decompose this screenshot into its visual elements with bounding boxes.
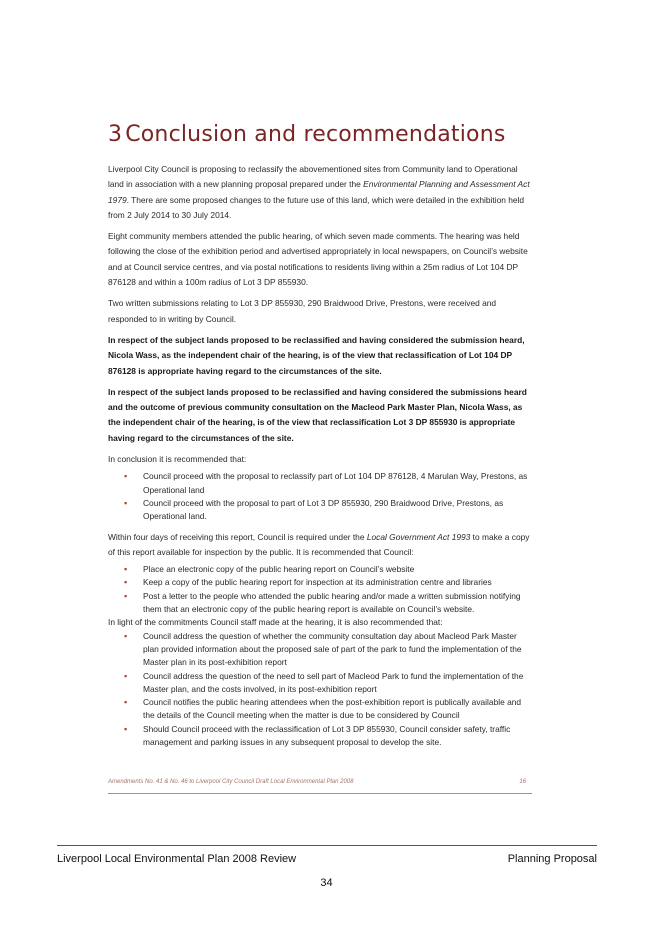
bullet-icon: ▪ <box>124 497 128 508</box>
list-item: ▪ Council address the question of whether the community consultation day about Macleod Park Master plan provided information about the proposed sale of part of the park to fund the implementation of the Master plan in its post-exhibition report <box>124 630 522 668</box>
commitments-list <box>108 630 532 750</box>
intro-text-end: . There are some proposed changes to the future use of this land, which were detailed in the exhibition held from 2 July 2014 to 30 July 2014. <box>108 194 525 220</box>
council-actions-list <box>108 563 532 616</box>
recommendation-list <box>108 470 532 523</box>
act-name: Environmental Planning and Assessment Act 1979 <box>108 179 530 205</box>
section-number: 3 <box>108 122 123 147</box>
bullet-icon: ▪ <box>124 471 128 482</box>
list-item: ▪ Council proceed with the proposal to reclassify part of Lot 104 DP 876128, 4 Marulan Way, Prestons, as Operational land <box>124 471 528 495</box>
section-title: Conclusion and recommendations <box>125 122 506 147</box>
embedded-footer-title: Amendments No. 41 & No. 46 to Liverpool City Council Draft Local Environmental Plan 2008 <box>108 779 354 785</box>
page-number: 34 <box>320 877 333 889</box>
list-item: ▪ Council notifies the public hearing attendees when the post-exhibition report is publically available and the details of the Council meeting when the matter is due to be considered by Council <box>124 697 522 721</box>
bullet-icon: ▪ <box>124 723 128 734</box>
intro-paragraph <box>108 162 532 223</box>
footer-document-type: Planning Proposal <box>507 853 597 865</box>
submissions-paragraph: Two written submissions relating to Lot 3 DP 855930, 290 Braidwood Drive, Prestons, were received and responded to in writing by Council. <box>108 298 497 324</box>
bullet-icon: ▪ <box>124 590 128 601</box>
bullet-icon: ▪ <box>124 630 128 641</box>
view-lot3-paragraph: In respect of the subject lands proposed to be reclassified and having considered the submissions heard and the outcome of previous community consultation on the Macleod Park Master Plan, Nicola Wass, as the independent chair of the hearing, is of the view that reclassification Lot 3 DP 855930 is appropriate having regard to the circumstances of the site. <box>108 386 527 443</box>
hearing-paragraph: Eight community members attended the public hearing, of which seven made comments. The hearing was held following the close of the exhibition period and advertised appropriately in local newspapers, on Council’s website and at Council service centres, and via postal notifications to residents living within a 25m radius of Lot 104 DP 876128 and within a 100m radius of Lot 3 DP 855930. <box>108 231 528 288</box>
list-item: ▪ Post a letter to the people who attended the public hearing and/or made a written submission notifying them that an electronic copy of the public hearing report is available on Council’s website. <box>124 590 521 615</box>
view-lot104-paragraph: In respect of the subject lands proposed to be reclassified and having considered the submission heard, Nicola Wass, as the independent chair of the hearing, is of the view that reclassification of Lot 104 DP 876128 is appropriate having regard to the circumstances of the site. <box>108 334 525 376</box>
conclusion-intro: In conclusion it is recommended that: <box>108 454 247 465</box>
bullet-icon: ▪ <box>124 697 128 708</box>
commitments-paragraph: In light of the commitments Council staff made at the hearing, it is also recommended that: <box>108 617 443 628</box>
footer-divider <box>57 845 597 846</box>
report-page <box>108 120 532 755</box>
section-heading <box>108 120 532 150</box>
list-item: ▪ Keep a copy of the public hearing report for inspection at its administration centre and libraries <box>108 576 532 589</box>
list-item: ▪ Council address the question of the need to sell part of Macleod Park to fund the implementation of the Master plan, and the costs involved, in its post-exhibition report <box>124 670 524 694</box>
footer-document-title: Liverpool Local Environmental Plan 2008 Review <box>57 853 297 865</box>
list-item: ▪ Should Council proceed with the reclassification of Lot 3 DP 855930, Council consider safety, traffic management and parking issues in any subsequent proposal to develop the site. <box>124 723 511 747</box>
list-item: ▪ Place an electronic copy of the public hearing report on Council’s website <box>108 563 532 576</box>
act-name: Local Government Act 1993 <box>366 531 471 542</box>
intro-text-start: Liverpool City Council is proposing to reclassify the abovementioned sites from Community land to Operational land in association with a new planning proposal prepared under the <box>108 164 518 190</box>
embedded-page-number: 16 <box>519 779 526 785</box>
four-days-paragraph: Within four days of receiving this report, Council is required under the Local Government Act 1993 to make a copy of this report available for inspection by the public. It is recommended that Council: <box>108 531 530 557</box>
bullet-icon: ▪ <box>124 564 128 575</box>
embedded-report-footer <box>108 779 532 794</box>
bullet-icon: ▪ <box>124 577 128 588</box>
list-item: ▪ Council proceed with the proposal to part of Lot 3 DP 855930, 290 Braidwood Drive, Prestons, as Operational land. <box>124 497 504 522</box>
bullet-icon: ▪ <box>124 670 128 681</box>
